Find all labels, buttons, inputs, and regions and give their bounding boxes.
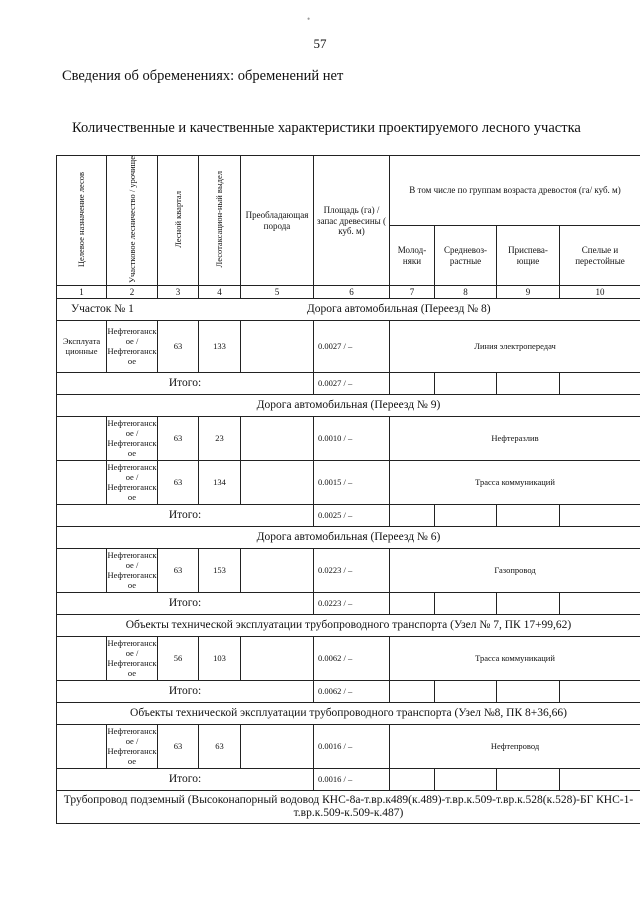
total-mature-cell xyxy=(560,593,640,615)
header-young: Молод-няки xyxy=(390,225,435,286)
total-mature-cell xyxy=(560,373,640,395)
table-row xyxy=(57,725,640,769)
section-title: Дорога автомобильная (Переезд № 9) xyxy=(57,395,640,417)
area-cell: 0.0062 / – xyxy=(314,637,390,681)
section-title: Дорога автомобильная (Переезд № 8) xyxy=(158,299,640,321)
table-row xyxy=(57,461,640,505)
table-row xyxy=(57,417,640,461)
area-cell: 0.0223 / – xyxy=(314,549,390,593)
species-cell xyxy=(241,321,314,373)
note-cell: Трасса коммуникаций xyxy=(390,637,640,681)
section-row xyxy=(57,527,640,549)
district-cell: Нефтеюганск ое / Нефтеюганск ое xyxy=(107,637,158,681)
district-cell: Нефтеюганск ое / Нефтеюганск ое xyxy=(107,549,158,593)
column-number-row xyxy=(57,286,640,299)
total-young-cell xyxy=(390,505,435,527)
scan-mark-top: • xyxy=(307,14,311,24)
total-young-cell xyxy=(390,373,435,395)
section-cell: 103 xyxy=(199,637,241,681)
area-cell: 0.0027 / – xyxy=(314,321,390,373)
section-title: Объекты технической эксплуатации трубопроводного транспорта (Узел №8, ПК 8+36,66) xyxy=(57,703,640,725)
header-section: Лесотаксацион-ный выдел xyxy=(199,156,241,286)
total-mature-cell xyxy=(560,505,640,527)
section-title: Объекты технической эксплуатации трубопроводного транспорта (Узел № 7, ПК 17+99,62) xyxy=(57,615,640,637)
header-mature: Спелые и перестойные xyxy=(560,225,640,286)
district-cell: Нефтеюганск ое / Нефтеюганск ое xyxy=(107,321,158,373)
total-maturing-cell xyxy=(497,373,560,395)
purpose-cell xyxy=(57,725,107,769)
species-cell xyxy=(241,461,314,505)
col-number: 4 xyxy=(199,286,241,299)
col-number: 7 xyxy=(390,286,435,299)
species-cell xyxy=(241,549,314,593)
header-age-group: В том числе по группам возраста древостоя (га/ куб. м) xyxy=(390,156,640,226)
quarter-cell: 63 xyxy=(158,549,199,593)
table-row xyxy=(57,549,640,593)
area-cell: 0.0010 / – xyxy=(314,417,390,461)
total-middle-cell xyxy=(435,593,497,615)
quarter-cell: 63 xyxy=(158,461,199,505)
total-mature-cell xyxy=(560,681,640,703)
section-cell: 63 xyxy=(199,725,241,769)
purpose-cell: Эксплуата ционные xyxy=(57,321,107,373)
pipeline-title: Трубопровод подземный (Высоконапорный водовод КНС-8а-т.вр.к489(к.489)-т.вр.к.509-т.вр.к.528(к.528)-БГ КНС-1-т.вр.к.509-к.509-к.487) xyxy=(57,791,640,824)
col-number: 2 xyxy=(107,286,158,299)
pipeline-row xyxy=(57,791,640,824)
col-number: 1 xyxy=(57,286,107,299)
note-cell: Трасса коммуникаций xyxy=(390,461,640,505)
total-middle-cell xyxy=(435,681,497,703)
total-area-cell: 0.0025 / – xyxy=(314,505,390,527)
section-row xyxy=(57,615,640,637)
note-cell: Нефтеразлив xyxy=(390,417,640,461)
col-number: 5 xyxy=(241,286,314,299)
total-label: Итого: xyxy=(57,681,314,703)
total-maturing-cell xyxy=(497,681,560,703)
note-cell: Линия электропередач xyxy=(390,321,640,373)
section-row xyxy=(57,395,640,417)
total-label: Итого: xyxy=(57,769,314,791)
col-number: 10 xyxy=(560,286,640,299)
purpose-cell xyxy=(57,549,107,593)
district-cell: Нефтеюганск ое / Нефтеюганск ое xyxy=(107,725,158,769)
total-label: Итого: xyxy=(57,593,314,615)
section-title: Дорога автомобильная (Переезд № 6) xyxy=(57,527,640,549)
table-row xyxy=(57,321,640,373)
district-cell: Нефтеюганск ое / Нефтеюганск ое xyxy=(107,461,158,505)
total-maturing-cell xyxy=(497,769,560,791)
total-maturing-cell xyxy=(497,505,560,527)
forest-plot-table xyxy=(56,155,640,824)
col-number: 8 xyxy=(435,286,497,299)
total-young-cell xyxy=(390,681,435,703)
total-row xyxy=(57,681,640,703)
col-number: 9 xyxy=(497,286,560,299)
total-young-cell xyxy=(390,769,435,791)
header-quarter: Лесной квартал xyxy=(158,156,199,286)
purpose-cell xyxy=(57,417,107,461)
quarter-cell: 56 xyxy=(158,637,199,681)
total-area-cell: 0.0027 / – xyxy=(314,373,390,395)
total-row xyxy=(57,505,640,527)
total-middle-cell xyxy=(435,769,497,791)
note-cell: Газопровод xyxy=(390,549,640,593)
species-cell xyxy=(241,725,314,769)
header-area: Площадь (га) / запас древесины ( куб. м) xyxy=(314,156,390,286)
purpose-cell xyxy=(57,637,107,681)
header-row xyxy=(57,156,640,226)
total-mature-cell xyxy=(560,769,640,791)
district-cell: Нефтеюганск ое / Нефтеюганск ое xyxy=(107,417,158,461)
table-row xyxy=(57,637,640,681)
species-cell xyxy=(241,637,314,681)
col-number: 6 xyxy=(314,286,390,299)
header-purpose: Целевое назначение лесов xyxy=(57,156,107,286)
section-cell: 23 xyxy=(199,417,241,461)
quarter-cell: 63 xyxy=(158,321,199,373)
section-cell: 153 xyxy=(199,549,241,593)
note-cell: Нефтепровод xyxy=(390,725,640,769)
purpose-cell xyxy=(57,461,107,505)
section-cell: 134 xyxy=(199,461,241,505)
species-cell xyxy=(241,417,314,461)
header-species: Преобладающая порода xyxy=(241,156,314,286)
quarter-cell: 63 xyxy=(158,417,199,461)
header-maturing: Приспева-ющие xyxy=(497,225,560,286)
total-area-cell: 0.0016 / – xyxy=(314,769,390,791)
header-middle: Средневоз-растные xyxy=(435,225,497,286)
total-label: Итого: xyxy=(57,373,314,395)
total-row xyxy=(57,373,640,395)
area-cell: 0.0016 / – xyxy=(314,725,390,769)
page-number: 57 xyxy=(313,36,327,51)
section-row xyxy=(57,703,640,725)
total-middle-cell xyxy=(435,373,497,395)
plot-label: Участок № 1 xyxy=(57,299,158,321)
area-cell: 0.0015 / – xyxy=(314,461,390,505)
section-row xyxy=(57,299,640,321)
total-row xyxy=(57,593,640,615)
total-row xyxy=(57,769,640,791)
quarter-cell: 63 xyxy=(158,725,199,769)
header-district: Участковое лесничество / урочище xyxy=(107,156,158,286)
total-young-cell xyxy=(390,593,435,615)
total-middle-cell xyxy=(435,505,497,527)
total-maturing-cell xyxy=(497,593,560,615)
section-cell: 133 xyxy=(199,321,241,373)
total-area-cell: 0.0223 / – xyxy=(314,593,390,615)
total-label: Итого: xyxy=(57,505,314,527)
characteristics-heading: Количественные и качественные характеристики проектируемого лесного участка xyxy=(72,120,581,136)
total-area-cell: 0.0062 / – xyxy=(314,681,390,703)
col-number: 3 xyxy=(158,286,199,299)
encumbrance-heading: Сведения об обременениях: обременений нет xyxy=(62,68,344,84)
